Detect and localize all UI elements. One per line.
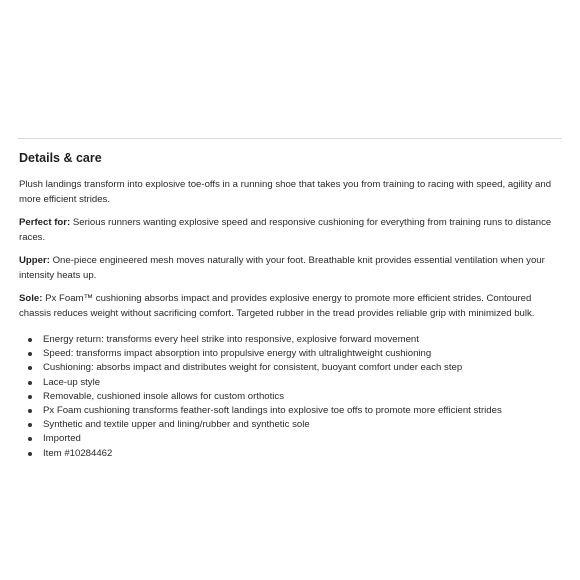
sole-paragraph xyxy=(19,291,561,321)
feature-text: Cushioning: absorbs impact and distributes weight for consistent, buoyant comfort under each step xyxy=(43,362,463,374)
feature-text: Speed: transforms impact absorption into propulsive energy with ultralightweight cushioning xyxy=(43,348,432,360)
sole-label: Sole: xyxy=(19,293,43,304)
feature-item xyxy=(43,404,561,418)
section-divider xyxy=(18,138,562,139)
bullet-icon xyxy=(28,437,32,441)
feature-item xyxy=(43,447,561,461)
bullet-icon xyxy=(28,366,32,370)
feature-text: Removable, cushioned insole allows for custom orthotics xyxy=(43,390,285,402)
upper-text: One-piece engineered mesh moves naturally with your foot. Breathable knit provides essential ventilation when your intensity heats up. xyxy=(19,255,545,281)
section-title: Details & care xyxy=(19,151,102,165)
bullet-icon xyxy=(28,352,32,356)
bullet-icon xyxy=(28,423,32,427)
feature-item xyxy=(43,418,561,432)
feature-item xyxy=(43,333,561,347)
bullet-icon xyxy=(28,395,32,399)
feature-item xyxy=(43,361,561,375)
intro-paragraph: Plush landings transform into explosive toe-offs in a running shoe that takes you from training to racing with speed, agility and more efficient strides. xyxy=(19,179,552,205)
feature-text: Lace-up style xyxy=(43,376,101,388)
feature-text: Item #10284462 xyxy=(43,447,113,459)
upper-paragraph xyxy=(19,253,561,283)
perfect-for-text: Serious runners wanting explosive speed and responsive cushioning for everything from training runs to distance races. xyxy=(19,217,552,243)
feature-text: Energy return: transforms every heel strike into responsive, explosive forward movement xyxy=(43,334,419,345)
bullet-icon xyxy=(28,381,32,385)
bullet-icon xyxy=(28,338,32,342)
feature-item xyxy=(43,390,561,404)
feature-text: Synthetic and textile upper and lining/rubber and synthetic sole xyxy=(43,419,310,431)
feature-item xyxy=(43,376,561,390)
feature-list xyxy=(19,333,561,461)
feature-text: Px Foam cushioning transforms feather-soft landings into explosive toe offs to promote more efficient strides xyxy=(43,405,502,417)
sole-text: Px Foam™ cushioning absorbs impact and provides explosive energy to promote more efficient strides. Contoured chassis reduces weight without sacrificing comfort. Targeted rubber in the tread provides reliable grip with minimized bulk. xyxy=(19,293,535,319)
details-section xyxy=(19,150,561,461)
bullet-icon xyxy=(28,409,32,413)
feature-text: Imported xyxy=(43,433,81,445)
bullet-icon xyxy=(28,452,32,456)
feature-item xyxy=(43,347,561,361)
upper-label: Upper: xyxy=(19,255,50,266)
perfect-for-paragraph xyxy=(19,215,561,245)
perfect-for-label: Perfect for: xyxy=(19,217,71,228)
feature-item xyxy=(43,432,561,446)
